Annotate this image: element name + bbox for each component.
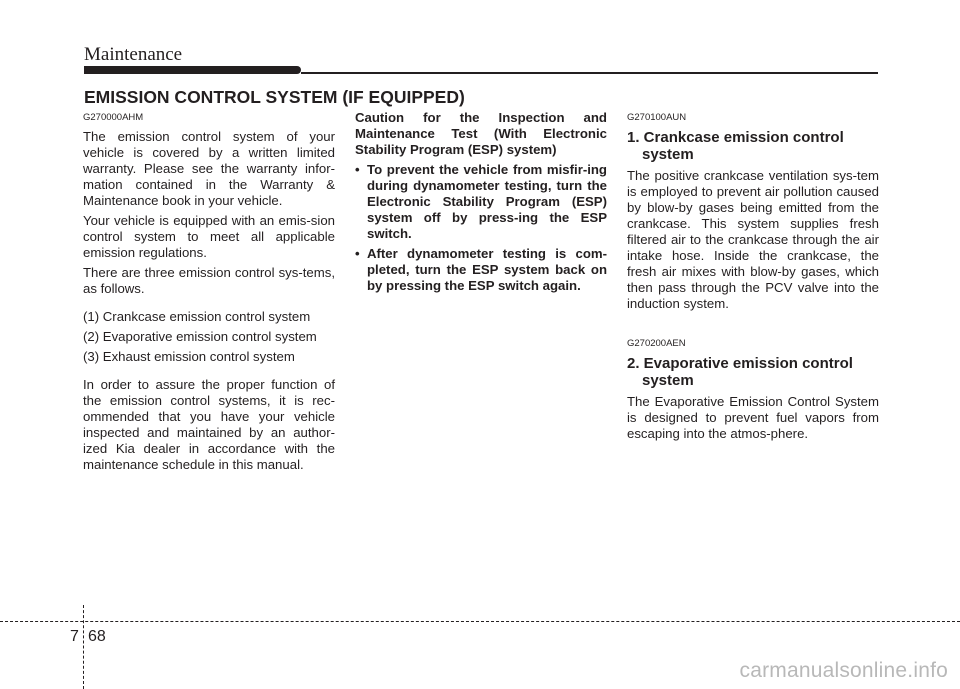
page-header-title: Maintenance — [84, 44, 183, 65]
caution-bullet-text: After dynamometer testing is com-pleted, turn the ESP system back on by pressing the ESP switch again. — [367, 246, 607, 293]
column-caution — [355, 110, 607, 298]
paragraph-evaporative: The Evaporative Emission Control System is designed to prevent fuel vapors from escaping into the atmos-phere. — [627, 394, 879, 441]
list-item: (2) Evaporative emission control system — [83, 329, 317, 344]
caution-bullet — [355, 162, 607, 242]
header-rule — [301, 72, 878, 74]
bullet-icon: • — [355, 246, 360, 261]
list-item: (3) Exhaust emission control system — [83, 349, 295, 364]
header-bar-thick — [84, 66, 301, 74]
reference-code: G270100AUN — [627, 112, 687, 123]
reference-code: G270200AEN — [627, 338, 686, 349]
column-intro — [83, 110, 335, 477]
paragraph-dealer: In order to assure the proper function of the emission control systems, it is rec-ommended that you have your vehicle inspected and maintained by an author-ized Kia dealer in accordance with the maintenance schedule in this manual. — [83, 377, 335, 472]
subsection-heading-evaporative: 2. Evaporative emission control system — [627, 355, 853, 389]
section-title: EMISSION CONTROL SYSTEM (IF EQUIPPED) — [84, 87, 465, 107]
paragraph-equipped: Your vehicle is equipped with an emis-sion control system to meet all applicable emission regulations. — [83, 213, 335, 260]
footer-rule — [0, 621, 960, 622]
caution-bullets — [355, 162, 607, 294]
paragraph-three-systems: There are three emission control sys-tems, as follows. — [83, 265, 335, 296]
chapter-number: 7 — [70, 628, 79, 645]
watermark: carmanualsonline.info — [739, 659, 948, 682]
caution-bullet-text: To prevent the vehicle from misfir-ing during dynamometer testing, turn the Electronic Stability Program (ESP) system off by press-ing the ESP switch. — [367, 162, 607, 241]
caution-title: Caution for the Inspection and Maintenance Test (With Electronic Stability Program (ESP) system) — [355, 110, 607, 157]
subsection-heading-crankcase: 1. Crankcase emission control system — [627, 129, 844, 163]
paragraph-crankcase: The positive crankcase ventilation sys-tem is employed to prevent air pollution caused by blow-by gases being emitted from the crankcase. This system supplies fresh filtered air to the crankcase through the air intake hose. Inside the crankcase, the fresh air mixes with blow-by gases, which then pass through the PCV valve into the induction system. — [627, 168, 879, 311]
caution-bullet — [355, 246, 607, 294]
reference-code: G270000AHM — [83, 112, 144, 123]
paragraph-warranty: The emission control system of your vehicle is covered by a written limited warranty. Please see the warranty infor-mation contained in the Warranty & Maintenance book in your vehicle. — [83, 129, 335, 208]
bullet-icon: • — [355, 162, 360, 177]
footer-divider — [83, 605, 84, 689]
column-systems — [627, 110, 879, 446]
page-number: 68 — [88, 628, 106, 645]
list-item: (1) Crankcase emission control system — [83, 309, 311, 324]
